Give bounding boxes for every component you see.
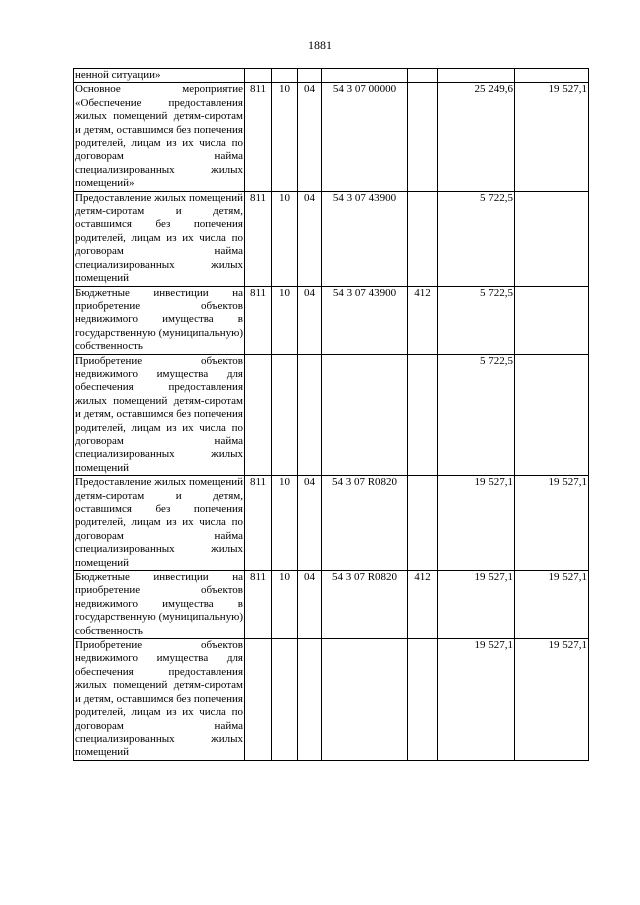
row-description: Основное мероприятие «Обеспечение предоставления жилых помещений детям-сиротам и детям, оставшимся без попечения родителей, лицам из их числа по договорам найма специализированных жилых помещений» xyxy=(75,83,243,190)
section-code xyxy=(272,639,298,761)
expense-type-code: 412 xyxy=(408,286,438,354)
table-row xyxy=(74,354,589,476)
section-code: 10 xyxy=(272,571,298,639)
grbs-code: 811 xyxy=(245,476,272,571)
amount-second-year: 19 527,1 xyxy=(515,83,589,191)
expense-type-code xyxy=(408,83,438,191)
amount-first-year: 19 527,1 xyxy=(438,476,515,571)
grbs-code xyxy=(245,69,272,83)
section-code: 10 xyxy=(272,83,298,191)
section-code xyxy=(272,354,298,476)
table-row xyxy=(74,286,589,354)
grbs-code: 811 xyxy=(245,286,272,354)
section-code xyxy=(272,69,298,83)
amount-first-year: 19 527,1 xyxy=(438,571,515,639)
target-article-code: 54 3 07 43900 xyxy=(322,286,408,354)
row-description: Бюджетные инвестиции на приобретение объектов недвижимого имущества в государственную (муниципальную) собственность xyxy=(75,286,243,353)
table-row xyxy=(74,83,589,191)
subsection-code xyxy=(298,354,322,476)
grbs-code: 811 xyxy=(245,571,272,639)
subsection-code xyxy=(298,69,322,83)
table-row xyxy=(74,191,589,286)
target-article-code: 54 3 07 00000 xyxy=(322,83,408,191)
subsection-code: 04 xyxy=(298,286,322,354)
subsection-code: 04 xyxy=(298,83,322,191)
row-description: Приобретение объектов недвижимого имущества для обеспечения предоставления жилых помещений детям-сиротам и детям, оставшимся без попечения родителей, лицам из их числа по договорам найма специализированных жилых помещений xyxy=(75,639,243,759)
expense-type-code xyxy=(408,639,438,761)
amount-second-year xyxy=(515,354,589,476)
row-description: ненной ситуации» xyxy=(74,69,245,83)
amount-first-year: 19 527,1 xyxy=(438,639,515,761)
amount-first-year: 5 722,5 xyxy=(438,354,515,476)
expense-type-code xyxy=(408,69,438,83)
amount-second-year: 19 527,1 xyxy=(515,476,589,571)
grbs-code: 811 xyxy=(245,83,272,191)
table-row xyxy=(74,69,589,83)
section-code: 10 xyxy=(272,286,298,354)
page-number: 1881 xyxy=(308,38,332,52)
subsection-code xyxy=(298,639,322,761)
expense-type-code xyxy=(408,354,438,476)
target-article-code xyxy=(322,639,408,761)
table-row xyxy=(74,639,589,761)
amount-first-year xyxy=(438,69,515,83)
budget-table xyxy=(73,68,589,761)
amount-second-year xyxy=(515,69,589,83)
grbs-code xyxy=(245,354,272,476)
subsection-code: 04 xyxy=(298,191,322,286)
target-article-code: 54 3 07 R0820 xyxy=(322,476,408,571)
row-description: Приобретение объектов недвижимого имущества для обеспечения предоставления жилых помещений детям-сиротам и детям, оставшимся без попечения родителей, лицам из их числа по договорам найма специализированных жилых помещений xyxy=(75,354,243,474)
target-article-code: 54 3 07 43900 xyxy=(322,191,408,286)
table-row xyxy=(74,476,589,571)
target-article-code: 54 3 07 R0820 xyxy=(322,571,408,639)
grbs-code: 811 xyxy=(245,191,272,286)
section-code: 10 xyxy=(272,191,298,286)
expense-type-code xyxy=(408,191,438,286)
amount-first-year: 5 722,5 xyxy=(438,286,515,354)
target-article-code xyxy=(322,354,408,476)
expense-type-code: 412 xyxy=(408,571,438,639)
subsection-code: 04 xyxy=(298,571,322,639)
row-description: Предоставление жилых помещений детям-сиротам и детям, оставшимся без попечения родителей, лицам из их числа по договорам найма специализированных жилых помещений xyxy=(75,191,243,285)
row-description: Предоставление жилых помещений детям-сиротам и детям, оставшимся без попечения родителей, лицам из их числа по договорам найма специализированных жилых помещений xyxy=(75,476,243,569)
target-article-code xyxy=(322,69,408,83)
row-description: Бюджетные инвестиции на приобретение объектов недвижимого имущества в государственную (муниципальную) собственность xyxy=(75,571,243,637)
amount-first-year: 25 249,6 xyxy=(438,83,515,191)
expense-type-code xyxy=(408,476,438,571)
amount-second-year: 19 527,1 xyxy=(515,639,589,761)
subsection-code: 04 xyxy=(298,476,322,571)
section-code: 10 xyxy=(272,476,298,571)
amount-first-year: 5 722,5 xyxy=(438,191,515,286)
amount-second-year: 19 527,1 xyxy=(515,571,589,639)
amount-second-year xyxy=(515,191,589,286)
amount-second-year xyxy=(515,286,589,354)
grbs-code xyxy=(245,639,272,761)
table-row xyxy=(74,571,589,639)
